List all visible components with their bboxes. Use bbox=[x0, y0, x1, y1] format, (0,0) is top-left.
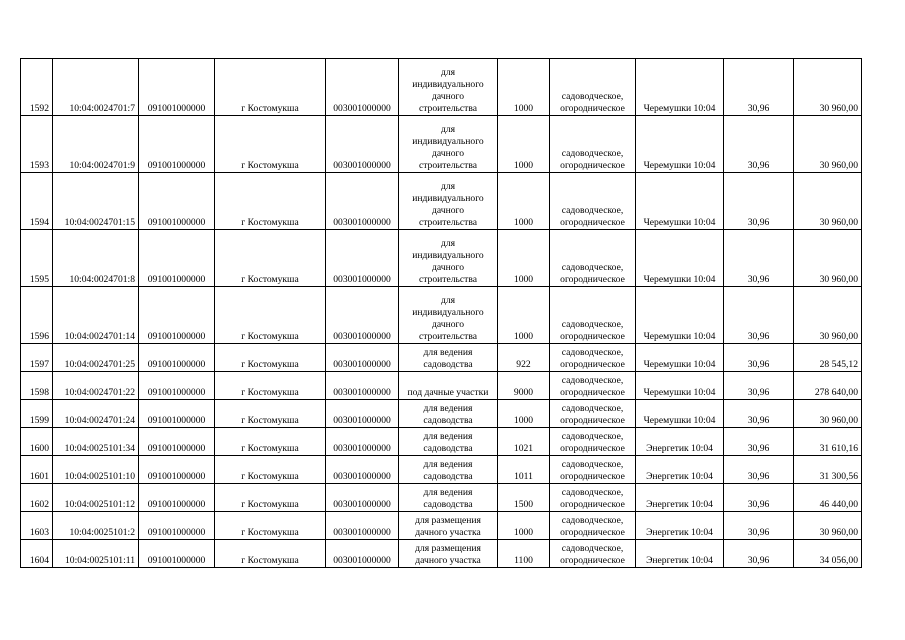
permitted-use-line: дачного bbox=[431, 262, 464, 273]
permitted-use-line: дачного участка bbox=[415, 555, 481, 566]
permitted-use-line: строительства bbox=[418, 160, 478, 171]
land-category-line: садоводческое, bbox=[561, 319, 624, 330]
area-cell: 1000 bbox=[498, 400, 550, 428]
area-cell: 9000 bbox=[498, 372, 550, 400]
table-body bbox=[21, 59, 862, 568]
table-row bbox=[21, 400, 862, 428]
land-category-cell bbox=[550, 456, 636, 484]
cadastral-value-cell: 31 300,56 bbox=[794, 456, 862, 484]
okato-code-cell: 091001000000 bbox=[139, 173, 215, 230]
permitted-use-line: индивидуального bbox=[412, 307, 484, 318]
row-number-cell: 1600 bbox=[21, 428, 53, 456]
cadastral-value-cell: 46 440,00 bbox=[794, 484, 862, 512]
locality-cell: г Костомукша bbox=[215, 484, 326, 512]
oktmo-code-cell: 003001000000 bbox=[326, 512, 399, 540]
permitted-use-cell bbox=[399, 116, 498, 173]
okato-code-cell: 091001000000 bbox=[139, 59, 215, 116]
land-category-line: огородническое bbox=[560, 274, 625, 285]
land-category-line: садоводческое, bbox=[561, 459, 624, 470]
oktmo-code-cell: 003001000000 bbox=[326, 428, 399, 456]
permitted-use-line: дачного bbox=[431, 205, 464, 216]
area-cell: 1000 bbox=[498, 173, 550, 230]
permitted-use-cell bbox=[399, 287, 498, 344]
cadastral-number-cell: 10:04:0025101:12 bbox=[53, 484, 139, 512]
land-category-line: огородническое bbox=[560, 387, 625, 398]
area-cell: 1000 bbox=[498, 512, 550, 540]
row-number-cell: 1598 bbox=[21, 372, 53, 400]
okato-code-cell: 091001000000 bbox=[139, 428, 215, 456]
permitted-use-cell bbox=[399, 428, 498, 456]
permitted-use-line: для bbox=[440, 124, 456, 135]
cadastral-number-cell: 10:04:0025101:10 bbox=[53, 456, 139, 484]
location-cell: Энергетик 10:04 bbox=[636, 540, 724, 568]
land-category-line: огородническое bbox=[560, 160, 625, 171]
permitted-use-line: дачного bbox=[431, 91, 464, 102]
table-row bbox=[21, 540, 862, 568]
permitted-use-line: для bbox=[440, 181, 456, 192]
permitted-use-cell bbox=[399, 173, 498, 230]
permitted-use-cell bbox=[399, 540, 498, 568]
permitted-use-line: под дачные участки bbox=[407, 387, 489, 398]
permitted-use-line: строительства bbox=[418, 103, 478, 114]
oktmo-code-cell: 003001000000 bbox=[326, 59, 399, 116]
specific-value-cell: 30,96 bbox=[724, 428, 794, 456]
row-number-cell: 1593 bbox=[21, 116, 53, 173]
land-category-line: садоводческое, bbox=[561, 431, 624, 442]
land-category-line: садоводческое, bbox=[561, 262, 624, 273]
land-category-line: садоводческое, bbox=[561, 148, 624, 159]
specific-value-cell: 30,96 bbox=[724, 116, 794, 173]
specific-value-cell: 30,96 bbox=[724, 173, 794, 230]
permitted-use-line: садоводства bbox=[423, 415, 473, 426]
specific-value-cell: 30,96 bbox=[724, 456, 794, 484]
land-category-line: огородническое bbox=[560, 555, 625, 566]
land-category-line: садоводческое, bbox=[561, 487, 624, 498]
land-category-cell bbox=[550, 372, 636, 400]
locality-cell: г Костомукша bbox=[215, 230, 326, 287]
row-number-cell: 1595 bbox=[21, 230, 53, 287]
okato-code-cell: 091001000000 bbox=[139, 230, 215, 287]
locality-cell: г Костомукша bbox=[215, 428, 326, 456]
locality-cell: г Костомукша bbox=[215, 372, 326, 400]
permitted-use-cell bbox=[399, 512, 498, 540]
specific-value-cell: 30,96 bbox=[724, 512, 794, 540]
cadastral-number-cell: 10:04:0024701:8 bbox=[53, 230, 139, 287]
permitted-use-line: садоводства bbox=[423, 471, 473, 482]
land-category-cell bbox=[550, 428, 636, 456]
location-cell: Черемушки 10:04 bbox=[636, 230, 724, 287]
location-cell: Черемушки 10:04 bbox=[636, 59, 724, 116]
location-cell: Черемушки 10:04 bbox=[636, 400, 724, 428]
cadastral-number-cell: 10:04:0024701:25 bbox=[53, 344, 139, 372]
cadastral-value-cell: 30 960,00 bbox=[794, 512, 862, 540]
specific-value-cell: 30,96 bbox=[724, 540, 794, 568]
permitted-use-cell bbox=[399, 344, 498, 372]
cadastral-value-table bbox=[20, 58, 862, 568]
specific-value-cell: 30,96 bbox=[724, 59, 794, 116]
permitted-use-line: для размещения bbox=[415, 543, 481, 554]
land-category-line: садоводческое, bbox=[561, 543, 624, 554]
permitted-use-line: для bbox=[440, 238, 456, 249]
locality-cell: г Костомукша bbox=[215, 59, 326, 116]
permitted-use-line: дачного bbox=[431, 148, 464, 159]
table-row bbox=[21, 512, 862, 540]
permitted-use-line: строительства bbox=[418, 331, 478, 342]
permitted-use-line: индивидуального bbox=[412, 136, 484, 147]
permitted-use-line: индивидуального bbox=[412, 250, 484, 261]
cadastral-number-cell: 10:04:0025101:2 bbox=[53, 512, 139, 540]
cadastral-number-cell: 10:04:0024701:9 bbox=[53, 116, 139, 173]
row-number-cell: 1603 bbox=[21, 512, 53, 540]
locality-cell: г Костомукша bbox=[215, 456, 326, 484]
cadastral-number-cell: 10:04:0024701:14 bbox=[53, 287, 139, 344]
locality-cell: г Костомукша bbox=[215, 540, 326, 568]
okato-code-cell: 091001000000 bbox=[139, 512, 215, 540]
locality-cell: г Костомукша bbox=[215, 287, 326, 344]
land-category-cell bbox=[550, 484, 636, 512]
permitted-use-line: для ведения bbox=[423, 403, 473, 414]
oktmo-code-cell: 003001000000 bbox=[326, 344, 399, 372]
land-category-cell bbox=[550, 344, 636, 372]
permitted-use-line: индивидуального bbox=[412, 79, 484, 90]
specific-value-cell: 30,96 bbox=[724, 400, 794, 428]
locality-cell: г Костомукша bbox=[215, 173, 326, 230]
oktmo-code-cell: 003001000000 bbox=[326, 372, 399, 400]
cadastral-value-cell: 28 545,12 bbox=[794, 344, 862, 372]
location-cell: Черемушки 10:04 bbox=[636, 173, 724, 230]
table-row bbox=[21, 344, 862, 372]
permitted-use-line: дачного bbox=[431, 319, 464, 330]
land-category-line: огородническое bbox=[560, 103, 625, 114]
locality-cell: г Костомукша bbox=[215, 344, 326, 372]
permitted-use-line: для размещения bbox=[415, 515, 481, 526]
land-category-line: садоводческое, bbox=[561, 375, 624, 386]
permitted-use-cell bbox=[399, 484, 498, 512]
row-number-cell: 1597 bbox=[21, 344, 53, 372]
permitted-use-line: строительства bbox=[418, 217, 478, 228]
cadastral-value-cell: 30 960,00 bbox=[794, 59, 862, 116]
row-number-cell: 1596 bbox=[21, 287, 53, 344]
land-category-cell bbox=[550, 59, 636, 116]
okato-code-cell: 091001000000 bbox=[139, 116, 215, 173]
land-category-line: огородническое bbox=[560, 359, 625, 370]
table-row bbox=[21, 456, 862, 484]
land-category-line: садоводческое, bbox=[561, 403, 624, 414]
permitted-use-line: садоводства bbox=[423, 499, 473, 510]
land-category-line: огородническое bbox=[560, 443, 625, 454]
row-number-cell: 1592 bbox=[21, 59, 53, 116]
permitted-use-line: садоводства bbox=[423, 359, 473, 370]
area-cell: 1100 bbox=[498, 540, 550, 568]
oktmo-code-cell: 003001000000 bbox=[326, 116, 399, 173]
land-category-line: огородническое bbox=[560, 415, 625, 426]
permitted-use-line: садоводства bbox=[423, 443, 473, 454]
land-category-cell bbox=[550, 173, 636, 230]
land-category-line: садоводческое, bbox=[561, 515, 624, 526]
land-category-line: огородническое bbox=[560, 217, 625, 228]
cadastral-value-cell: 34 056,00 bbox=[794, 540, 862, 568]
land-category-line: садоводческое, bbox=[561, 91, 624, 102]
area-cell: 1000 bbox=[498, 59, 550, 116]
locality-cell: г Костомукша bbox=[215, 116, 326, 173]
permitted-use-line: для bbox=[440, 295, 456, 306]
okato-code-cell: 091001000000 bbox=[139, 484, 215, 512]
permitted-use-line: для ведения bbox=[423, 431, 473, 442]
cadastral-value-cell: 30 960,00 bbox=[794, 230, 862, 287]
area-cell: 1000 bbox=[498, 287, 550, 344]
location-cell: Черемушки 10:04 bbox=[636, 287, 724, 344]
land-category-line: садоводческое, bbox=[561, 347, 624, 358]
area-cell: 1021 bbox=[498, 428, 550, 456]
table-row bbox=[21, 59, 862, 116]
oktmo-code-cell: 003001000000 bbox=[326, 287, 399, 344]
permitted-use-line: для ведения bbox=[423, 459, 473, 470]
location-cell: Черемушки 10:04 bbox=[636, 372, 724, 400]
location-cell: Энергетик 10:04 bbox=[636, 456, 724, 484]
cadastral-value-cell: 30 960,00 bbox=[794, 287, 862, 344]
area-cell: 1011 bbox=[498, 456, 550, 484]
land-category-cell bbox=[550, 400, 636, 428]
table-row bbox=[21, 116, 862, 173]
row-number-cell: 1604 bbox=[21, 540, 53, 568]
land-category-cell bbox=[550, 230, 636, 287]
location-cell: Энергетик 10:04 bbox=[636, 484, 724, 512]
land-category-line: огородническое bbox=[560, 331, 625, 342]
cadastral-number-cell: 10:04:0025101:34 bbox=[53, 428, 139, 456]
cadastral-value-cell: 278 640,00 bbox=[794, 372, 862, 400]
table-row bbox=[21, 484, 862, 512]
area-cell: 1000 bbox=[498, 230, 550, 287]
locality-cell: г Костомукша bbox=[215, 512, 326, 540]
land-category-line: садоводческое, bbox=[561, 205, 624, 216]
oktmo-code-cell: 003001000000 bbox=[326, 540, 399, 568]
table-row bbox=[21, 287, 862, 344]
land-category-cell bbox=[550, 116, 636, 173]
permitted-use-line: для ведения bbox=[423, 347, 473, 358]
oktmo-code-cell: 003001000000 bbox=[326, 173, 399, 230]
row-number-cell: 1599 bbox=[21, 400, 53, 428]
table-row bbox=[21, 372, 862, 400]
oktmo-code-cell: 003001000000 bbox=[326, 456, 399, 484]
specific-value-cell: 30,96 bbox=[724, 344, 794, 372]
cadastral-value-cell: 30 960,00 bbox=[794, 173, 862, 230]
permitted-use-line: индивидуального bbox=[412, 193, 484, 204]
okato-code-cell: 091001000000 bbox=[139, 344, 215, 372]
location-cell: Черемушки 10:04 bbox=[636, 116, 724, 173]
specific-value-cell: 30,96 bbox=[724, 484, 794, 512]
okato-code-cell: 091001000000 bbox=[139, 540, 215, 568]
permitted-use-line: для bbox=[440, 67, 456, 78]
land-category-cell bbox=[550, 287, 636, 344]
cadastral-number-cell: 10:04:0024701:7 bbox=[53, 59, 139, 116]
area-cell: 1500 bbox=[498, 484, 550, 512]
location-cell: Энергетик 10:04 bbox=[636, 428, 724, 456]
land-category-cell bbox=[550, 540, 636, 568]
specific-value-cell: 30,96 bbox=[724, 230, 794, 287]
permitted-use-cell bbox=[399, 400, 498, 428]
permitted-use-cell bbox=[399, 230, 498, 287]
oktmo-code-cell: 003001000000 bbox=[326, 484, 399, 512]
area-cell: 1000 bbox=[498, 116, 550, 173]
land-category-line: огородническое bbox=[560, 471, 625, 482]
row-number-cell: 1601 bbox=[21, 456, 53, 484]
land-category-line: огородническое bbox=[560, 527, 625, 538]
land-category-cell bbox=[550, 512, 636, 540]
location-cell: Черемушки 10:04 bbox=[636, 344, 724, 372]
table-row bbox=[21, 173, 862, 230]
permitted-use-cell bbox=[399, 59, 498, 116]
table-row bbox=[21, 230, 862, 287]
okato-code-cell: 091001000000 bbox=[139, 372, 215, 400]
permitted-use-cell bbox=[399, 456, 498, 484]
permitted-use-line: строительства bbox=[418, 274, 478, 285]
locality-cell: г Костомукша bbox=[215, 400, 326, 428]
permitted-use-cell bbox=[399, 372, 498, 400]
specific-value-cell: 30,96 bbox=[724, 372, 794, 400]
specific-value-cell: 30,96 bbox=[724, 287, 794, 344]
cadastral-number-cell: 10:04:0024701:15 bbox=[53, 173, 139, 230]
row-number-cell: 1594 bbox=[21, 173, 53, 230]
cadastral-number-cell: 10:04:0025101:11 bbox=[53, 540, 139, 568]
land-category-line: огородническое bbox=[560, 499, 625, 510]
oktmo-code-cell: 003001000000 bbox=[326, 230, 399, 287]
cadastral-value-cell: 31 610,16 bbox=[794, 428, 862, 456]
row-number-cell: 1602 bbox=[21, 484, 53, 512]
cadastral-value-cell: 30 960,00 bbox=[794, 116, 862, 173]
okato-code-cell: 091001000000 bbox=[139, 287, 215, 344]
cadastral-number-cell: 10:04:0024701:22 bbox=[53, 372, 139, 400]
oktmo-code-cell: 003001000000 bbox=[326, 400, 399, 428]
area-cell: 922 bbox=[498, 344, 550, 372]
okato-code-cell: 091001000000 bbox=[139, 456, 215, 484]
cadastral-number-cell: 10:04:0024701:24 bbox=[53, 400, 139, 428]
location-cell: Энергетик 10:04 bbox=[636, 512, 724, 540]
table-row bbox=[21, 428, 862, 456]
permitted-use-line: для ведения bbox=[423, 487, 473, 498]
okato-code-cell: 091001000000 bbox=[139, 400, 215, 428]
permitted-use-line: дачного участка bbox=[415, 527, 481, 538]
cadastral-value-cell: 30 960,00 bbox=[794, 400, 862, 428]
